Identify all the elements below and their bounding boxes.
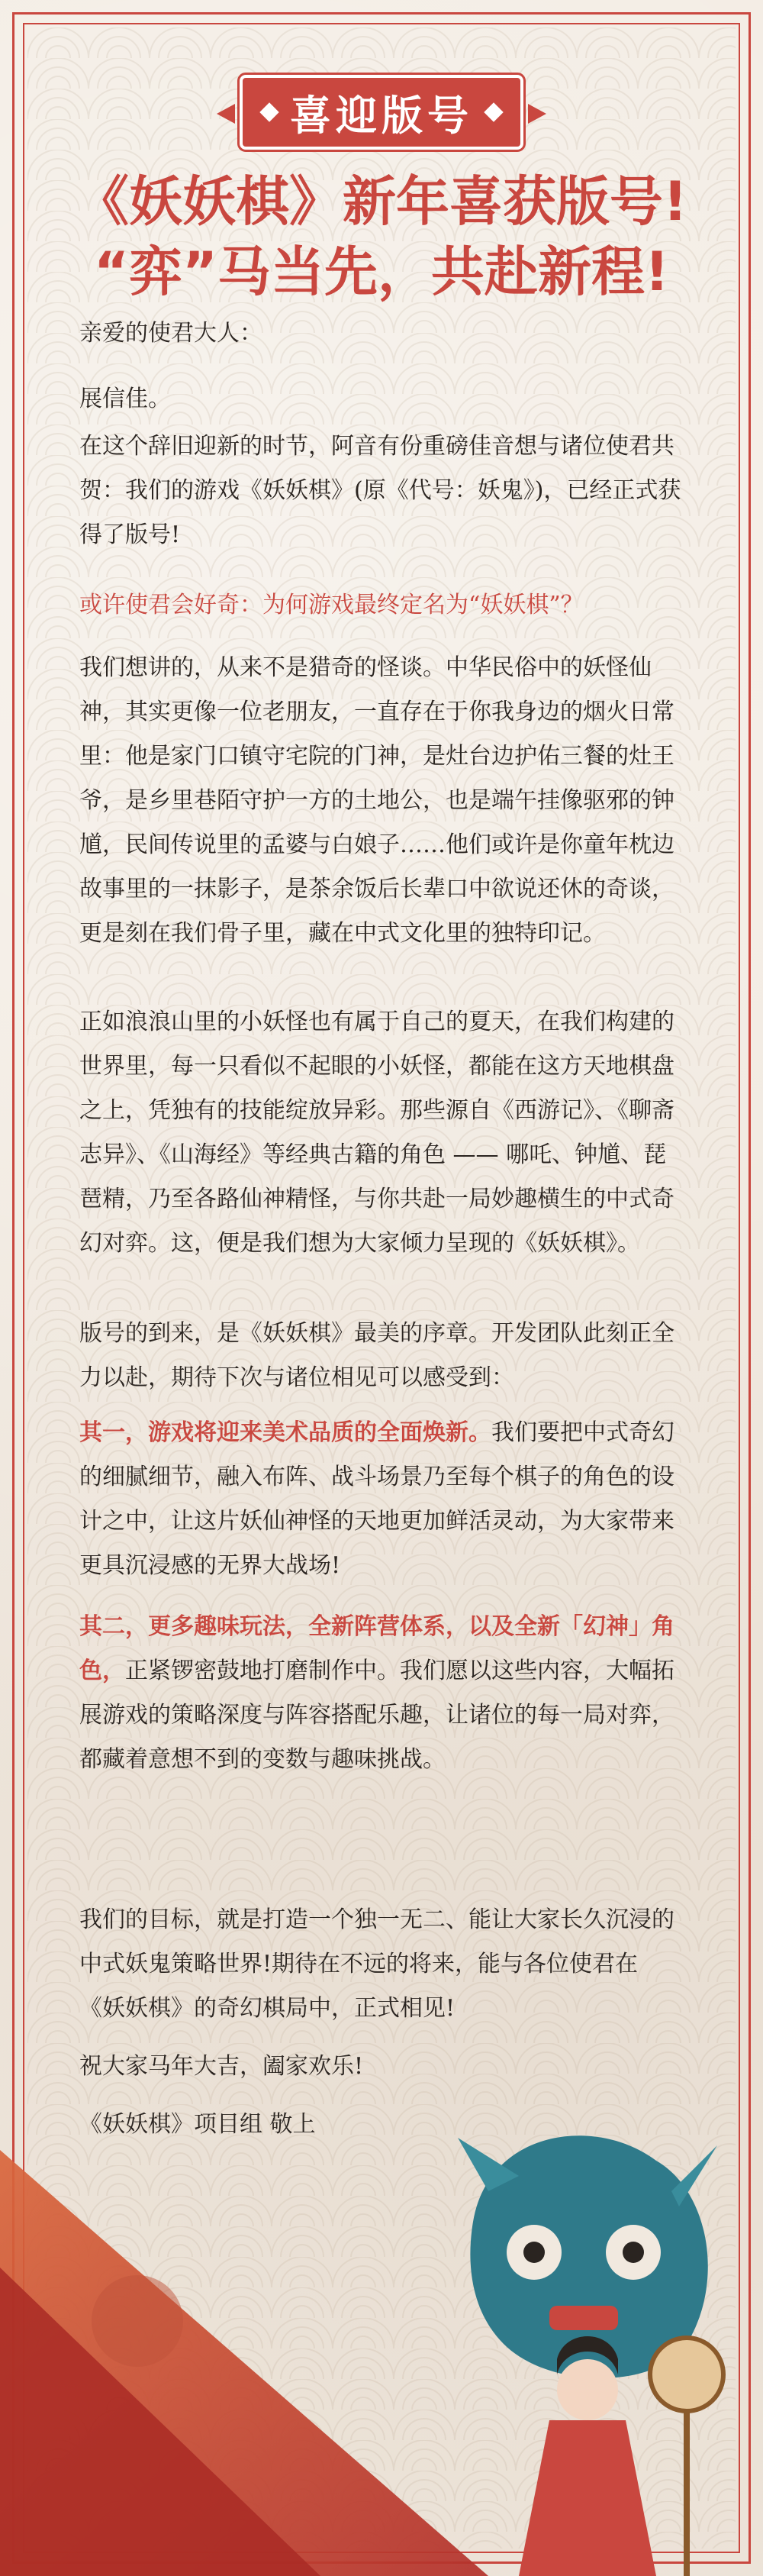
- point-2-heading: 其二，更多趣味玩法，全新阵营体系，以及全新「幻神」角色，: [79, 1613, 674, 1684]
- letter-point-2: [79, 1605, 684, 1782]
- point-1-body: 我们要把中式奇幻的细腻细节，融入布阵、战斗场景乃至每个棋子的角色的设计之中，让这片妖仙神怪的天地更加鲜活灵动，为大家带来更具沉浸感的无界大战场!: [79, 1419, 674, 1579]
- point-1-heading: 其一，游戏将迎来美术品质的全面焕新。: [79, 1419, 491, 1446]
- letter-greeting: 亲爱的使君大人：: [79, 320, 262, 347]
- letter-paragraph-4: 版号的到来，是《妖妖棋》最美的序章。开发团队此刻正全力以赴，期待下次与诸位相见可以感受到：: [79, 1320, 674, 1391]
- illustration: [0, 1962, 763, 2576]
- headline-line-1: 《妖妖棋》新年喜获版号!: [76, 170, 687, 233]
- letter-question: 或许使君会好奇：为何游戏最终定名为“妖妖棋”？: [79, 592, 584, 618]
- letter-paragraph-1: 在这个辞旧迎新的时节，阿音有份重磅佳音想与诸位使君共贺：我们的游戏《妖妖棋》(原《代号：妖鬼》)，已经正式获得了版号!: [79, 433, 681, 548]
- letter-paragraph-2: 我们想讲的，从来不是猎奇的怪谈。中华民俗中的妖怪仙神，其实更像一位老朋友，一直存在于你我身边的烟火日常里：他是家门口镇守宅院的门神，是灶台边护佑三餐的灶王爷，是乡里巷陌守护一方的土地公，也是端午挂像驱邪的钟馗，民间传说里的孟婆与白娘子……他们或许是你童年枕边故事里的一抹影子，是茶余饭后长辈口中欲说还休的奇谈，更是刻在我们骨子里，藏在中式文化里的独特印记。: [79, 654, 674, 947]
- diamond-icon: [484, 102, 503, 121]
- letter-signature: 《妖妖棋》项目组 敬上: [79, 2111, 316, 2138]
- badge-label: 喜迎版号: [290, 91, 473, 140]
- diamond-icon: [259, 102, 278, 121]
- headline-line-2: “弈”马当先，共赴新程!: [94, 240, 669, 303]
- figure-shadow-icon: [92, 2275, 183, 2367]
- letter-paragraph-3: 正如浪浪山里的小妖怪也有属于自己的夏天，在我们构建的世界里，每一只看似不起眼的小妖怪，都能在这方天地棋盘之上，凭独有的技能绽放异彩。那些源自《西游记》、《聊斋志异》、《山海经》等经典古籍的角色 —— 哪吒、钟馗、琵琶精，乃至各路仙神精怪，与你共赴一局妙趣横生的中式奇幻对弈。这，便是我们想为大家倾力呈现的《妖妖棋》。: [79, 1009, 674, 1257]
- header-badge: [240, 75, 523, 150]
- letter-point-1: [79, 1411, 684, 1588]
- letter-wish: 祝大家马年大吉，阖家欢乐!: [79, 2053, 364, 2080]
- point-2-body: 正紧锣密鼓地打磨制作中。我们愿以这些内容，大幅拓展游戏的策略深度与阵容搭配乐趣，让诸位的每一局对弈，都藏着意想不到的变数与趣味挑战。: [79, 1658, 674, 1773]
- letter-salutation: 展信佳。: [79, 386, 171, 412]
- drum-icon: [650, 2338, 723, 2576]
- letter-paragraph-5: 我们的目标，就是打造一个独一无二、能让大家长久沉浸的中式妖鬼策略世界!期待在不远的将来，能与各位使君在《妖妖棋》的奇幻棋局中，正式相见!: [79, 1906, 674, 2022]
